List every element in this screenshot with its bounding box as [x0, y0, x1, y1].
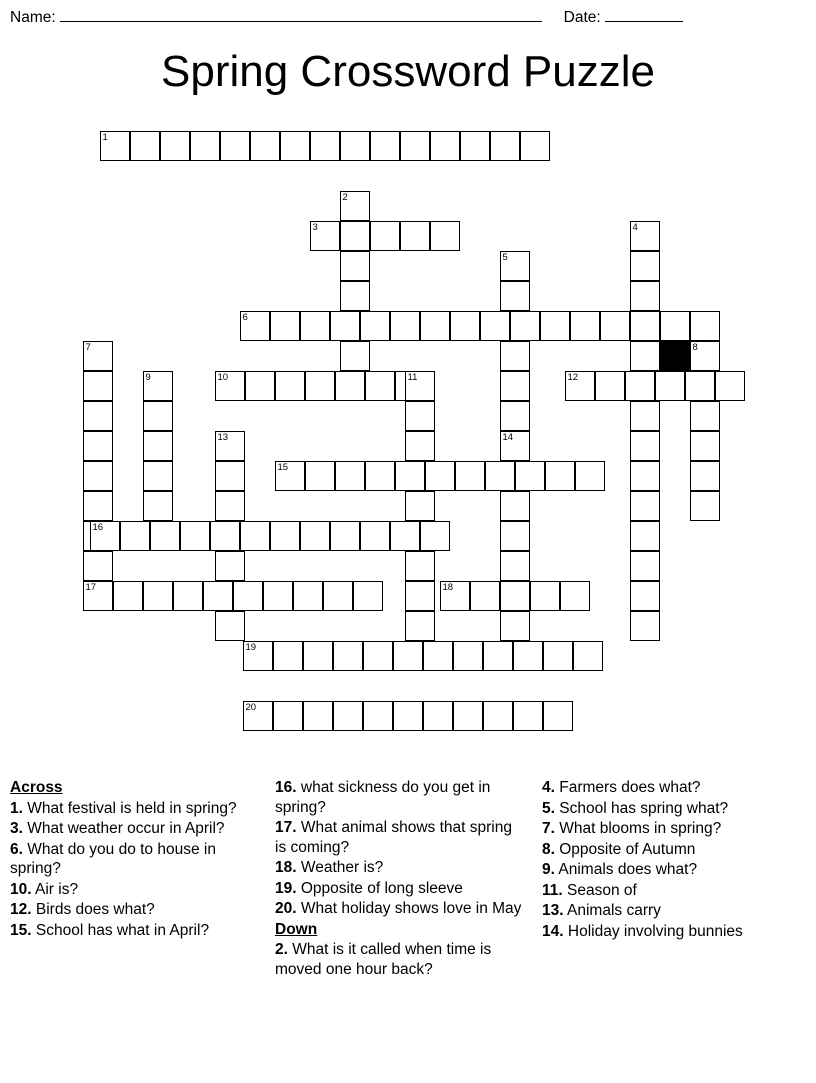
clue-down-7: [542, 819, 794, 839]
clue-number: 13.: [542, 902, 564, 919]
grid-cell[interactable]: [453, 701, 483, 731]
grid-cell[interactable]: [440, 581, 470, 611]
grid-cell[interactable]: [243, 641, 273, 671]
grid-cell-number: 7: [85, 342, 91, 353]
clue-number: 9.: [542, 861, 555, 878]
clue-across-6: [10, 840, 238, 879]
grid-cell[interactable]: [143, 431, 173, 461]
grid-cell[interactable]: [425, 461, 455, 491]
clue-text: Opposite of Autumn: [559, 840, 696, 858]
clue-number: 19.: [275, 879, 297, 897]
grid-cell[interactable]: [470, 581, 500, 611]
grid-cell[interactable]: [573, 641, 603, 671]
date-label: Date:: [563, 9, 601, 26]
grid-cell[interactable]: [353, 581, 383, 611]
clue-across-10: [10, 880, 238, 900]
grid-cell[interactable]: [480, 311, 510, 341]
grid-cell[interactable]: [570, 311, 600, 341]
grid-cell[interactable]: [215, 611, 245, 641]
grid-cell[interactable]: [275, 371, 305, 401]
clue-text: What holiday shows love in May: [300, 900, 522, 917]
clue-down-4: [542, 778, 794, 798]
clue-text: Animals carry: [567, 902, 661, 919]
grid-cell[interactable]: [143, 401, 173, 431]
grid-cell[interactable]: [405, 611, 435, 641]
clue-number: 7.: [542, 820, 555, 837]
grid-cell[interactable]: [630, 461, 660, 491]
grid-cell[interactable]: [310, 221, 340, 251]
grid-cell[interactable]: [83, 491, 113, 521]
grid-cell[interactable]: [203, 581, 233, 611]
grid-cell[interactable]: [655, 371, 685, 401]
clue-text: School has spring what?: [559, 799, 729, 817]
grid-cell[interactable]: [143, 581, 173, 611]
grid-cell[interactable]: [630, 341, 660, 371]
grid-cell[interactable]: [215, 431, 245, 461]
grid-cell[interactable]: [390, 311, 420, 341]
grid-cell[interactable]: [630, 401, 660, 431]
grid-cell[interactable]: [83, 371, 113, 401]
clue-text: Birds does what?: [35, 901, 155, 918]
clue-number: 5.: [542, 799, 555, 817]
clue-across-18: [275, 858, 525, 878]
grid-cell[interactable]: [483, 641, 513, 671]
clue-text: What is it called when time is moved one hour back?: [275, 941, 492, 978]
grid-cell[interactable]: [500, 491, 530, 521]
grid-cell-number: 5: [502, 252, 508, 263]
grid-cell[interactable]: [365, 371, 395, 401]
grid-cell[interactable]: [630, 431, 660, 461]
clue-number: 20.: [275, 900, 297, 917]
grid-cell[interactable]: [500, 431, 530, 461]
grid-cell[interactable]: [330, 521, 360, 551]
grid-cell-number: 8: [692, 342, 698, 353]
grid-cell[interactable]: [340, 191, 370, 221]
grid-cell-number: 10: [217, 372, 229, 383]
grid-cell[interactable]: [500, 521, 530, 551]
grid-cell[interactable]: [405, 371, 435, 401]
clue-number: 11.: [542, 881, 563, 899]
clue-text: What blooms in spring?: [559, 820, 722, 837]
grid-cell[interactable]: [423, 641, 453, 671]
grid-cell[interactable]: [500, 281, 530, 311]
grid-cell[interactable]: [363, 701, 393, 731]
grid-cell[interactable]: [210, 521, 240, 551]
grid-cell[interactable]: [335, 371, 365, 401]
grid-cell-number: 14: [502, 432, 514, 443]
grid-cell[interactable]: [630, 311, 660, 341]
clue-text: What do you do to house in spring?: [10, 840, 216, 877]
grid-cell[interactable]: [323, 581, 353, 611]
grid-cell[interactable]: [303, 641, 333, 671]
grid-cell[interactable]: [685, 371, 715, 401]
grid-cell[interactable]: [360, 311, 390, 341]
grid-cell-number: 17: [85, 582, 97, 593]
grid-cell-blocked: [660, 341, 690, 371]
clue-number: 12.: [10, 901, 32, 918]
grid-cell[interactable]: [120, 521, 150, 551]
grid-cell-number: 12: [567, 372, 579, 383]
grid-cell[interactable]: [453, 641, 483, 671]
grid-cell[interactable]: [690, 491, 720, 521]
grid-cell[interactable]: [513, 641, 543, 671]
grid-cell[interactable]: [630, 221, 660, 251]
grid-cell[interactable]: [370, 221, 400, 251]
clue-column-1: [10, 778, 238, 941]
grid-cell[interactable]: [690, 401, 720, 431]
clue-text: What weather occur in April?: [27, 820, 225, 837]
grid-cell[interactable]: [405, 491, 435, 521]
clue-number: 4.: [542, 779, 555, 796]
grid-cell[interactable]: [83, 461, 113, 491]
grid-cell[interactable]: [303, 701, 333, 731]
grid-cell[interactable]: [215, 491, 245, 521]
grid-cell-number: 18: [442, 582, 454, 593]
clue-down-14: [542, 922, 794, 942]
grid-cell[interactable]: [393, 701, 423, 731]
grid-cell[interactable]: [400, 221, 430, 251]
clue-number: 18.: [275, 859, 297, 876]
grid-cell[interactable]: [545, 461, 575, 491]
grid-cell[interactable]: [490, 131, 520, 161]
clue-text: Air is?: [35, 880, 79, 898]
clue-text: Farmers does what?: [559, 779, 701, 796]
clue-column-3: [542, 778, 794, 942]
grid-cell-number: 2: [342, 192, 348, 203]
grid-cell[interactable]: [690, 311, 720, 341]
grid-cell[interactable]: [543, 701, 573, 731]
grid-cell[interactable]: [220, 131, 250, 161]
grid-cell[interactable]: [273, 701, 303, 731]
clue-across-3: [10, 819, 238, 839]
grid-cell[interactable]: [100, 131, 130, 161]
grid-cell[interactable]: [450, 311, 480, 341]
grid-cell[interactable]: [83, 431, 113, 461]
grid-cell[interactable]: [333, 641, 363, 671]
grid-cell-number: 13: [217, 432, 229, 443]
grid-cell[interactable]: [630, 551, 660, 581]
grid-cell[interactable]: [405, 431, 435, 461]
grid-cell[interactable]: [715, 371, 745, 401]
grid-cell[interactable]: [340, 281, 370, 311]
grid-cell[interactable]: [250, 131, 280, 161]
grid-cell[interactable]: [243, 701, 273, 731]
grid-cell[interactable]: [513, 701, 543, 731]
grid-cell[interactable]: [430, 221, 460, 251]
clue-column-2: [275, 778, 525, 980]
clue-down-9: [542, 860, 794, 880]
grid-cell[interactable]: [150, 521, 180, 551]
grid-cell[interactable]: [270, 521, 300, 551]
grid-cell[interactable]: [515, 461, 545, 491]
clue-down-8: [542, 840, 794, 860]
name-label: Name:: [10, 9, 56, 26]
grid-cell[interactable]: [630, 281, 660, 311]
grid-cell[interactable]: [335, 461, 365, 491]
page-title: Spring Crossword Puzzle: [161, 47, 655, 96]
grid-cell[interactable]: [293, 581, 323, 611]
clue-down-5: [542, 799, 794, 819]
grid-cell[interactable]: [240, 311, 270, 341]
grid-cell[interactable]: [340, 221, 370, 251]
grid-cell[interactable]: [240, 521, 270, 551]
grid-cell[interactable]: [245, 371, 275, 401]
grid-cell[interactable]: [305, 461, 335, 491]
grid-cell[interactable]: [565, 371, 595, 401]
grid-cell-number: 19: [245, 642, 257, 653]
clue-text: Opposite of long sleeve: [300, 879, 463, 897]
grid-cell[interactable]: [143, 491, 173, 521]
grid-cell[interactable]: [500, 371, 530, 401]
across-heading: Across: [10, 779, 63, 796]
grid-cell[interactable]: [405, 551, 435, 581]
grid-cell-number: 3: [312, 222, 318, 233]
grid-cell[interactable]: [500, 611, 530, 641]
clue-down-13: [542, 901, 794, 921]
grid-cell[interactable]: [500, 551, 530, 581]
clue-across-1: [10, 799, 238, 819]
grid-cell[interactable]: [423, 701, 453, 731]
grid-cell[interactable]: [340, 131, 370, 161]
clue-text: what sickness do you get in spring?: [275, 779, 491, 816]
grid-cell[interactable]: [485, 461, 515, 491]
grid-cell[interactable]: [393, 641, 423, 671]
grid-cell[interactable]: [270, 311, 300, 341]
grid-cell[interactable]: [595, 371, 625, 401]
grid-cell-number: 6: [242, 312, 248, 323]
clue-number: 6.: [10, 840, 23, 858]
grid-cell[interactable]: [560, 581, 590, 611]
grid-cell[interactable]: [130, 131, 160, 161]
grid-cell[interactable]: [690, 461, 720, 491]
clue-text: What animal shows that spring is coming?: [275, 819, 512, 856]
grid-cell[interactable]: [215, 551, 245, 581]
grid-cell[interactable]: [543, 641, 573, 671]
clue-down-11: [542, 881, 794, 901]
grid-cell[interactable]: [83, 341, 113, 371]
grid-cell[interactable]: [390, 521, 420, 551]
grid-cell[interactable]: [300, 521, 330, 551]
clue-number: 1.: [10, 799, 23, 817]
grid-cell[interactable]: [173, 581, 203, 611]
grid-cell[interactable]: [190, 131, 220, 161]
clue-across-12: [10, 900, 238, 920]
grid-cell[interactable]: [83, 401, 113, 431]
grid-cell[interactable]: [630, 521, 660, 551]
grid-cell-number: 16: [92, 522, 104, 533]
grid-cell[interactable]: [500, 581, 530, 611]
grid-cell[interactable]: [360, 521, 390, 551]
clue-across-19: [275, 879, 525, 899]
grid-cell[interactable]: [483, 701, 513, 731]
clue-number: 15.: [10, 921, 32, 939]
grid-cell[interactable]: [630, 581, 660, 611]
grid-cell[interactable]: [630, 491, 660, 521]
grid-cell[interactable]: [160, 131, 190, 161]
grid-cell[interactable]: [460, 131, 490, 161]
grid-cell[interactable]: [113, 581, 143, 611]
grid-cell[interactable]: [363, 641, 393, 671]
grid-cell[interactable]: [330, 311, 360, 341]
grid-cell[interactable]: [625, 371, 655, 401]
grid-cell[interactable]: [340, 341, 370, 371]
grid-cell[interactable]: [660, 311, 690, 341]
grid-cell[interactable]: [233, 581, 263, 611]
clue-number: 14.: [542, 922, 564, 940]
clue-number: 16.: [275, 779, 297, 796]
grid-cell-number: 15: [277, 462, 289, 473]
clue-text: Holiday involving bunnies: [567, 922, 743, 940]
grid-cell[interactable]: [530, 581, 560, 611]
down-heading: Down: [275, 920, 318, 938]
grid-cell[interactable]: [275, 461, 305, 491]
grid-cell[interactable]: [500, 401, 530, 431]
grid-cell-number: 1: [102, 132, 108, 143]
grid-cell[interactable]: [395, 461, 425, 491]
grid-cell[interactable]: [333, 701, 363, 731]
clue-number: 2.: [275, 941, 288, 958]
grid-cell[interactable]: [455, 461, 485, 491]
grid-cell[interactable]: [83, 581, 113, 611]
grid-cell[interactable]: [420, 311, 450, 341]
grid-cell[interactable]: [575, 461, 605, 491]
grid-cell[interactable]: [215, 461, 245, 491]
grid-cell[interactable]: [500, 341, 530, 371]
grid-cell[interactable]: [143, 371, 173, 401]
clue-across-16: [275, 778, 525, 817]
clue-text: School has what in April?: [35, 921, 210, 939]
grid-cell[interactable]: [630, 251, 660, 281]
grid-cell[interactable]: [340, 251, 370, 281]
grid-cell[interactable]: [405, 581, 435, 611]
clue-number: 17.: [275, 819, 297, 836]
clue-number: 10.: [10, 880, 32, 898]
grid-cell[interactable]: [305, 371, 335, 401]
grid-cell[interactable]: [430, 131, 460, 161]
grid-cell[interactable]: [510, 311, 540, 341]
grid-cell[interactable]: [300, 311, 330, 341]
grid-cell[interactable]: [420, 521, 450, 551]
grid-cell[interactable]: [143, 461, 173, 491]
grid-cell-number: 20: [245, 702, 257, 713]
clue-number: 3.: [10, 820, 23, 837]
grid-cell-number: 11: [407, 372, 418, 383]
grid-cell[interactable]: [630, 611, 660, 641]
grid-cell-number: 9: [145, 372, 151, 383]
clue-across-20: [275, 899, 525, 919]
grid-cell[interactable]: [500, 251, 530, 281]
clue-across-15: [10, 921, 238, 941]
grid-cell[interactable]: [180, 521, 210, 551]
clue-text: Animals does what?: [558, 861, 698, 878]
grid-cell[interactable]: [365, 461, 395, 491]
grid-cell[interactable]: [370, 131, 400, 161]
clue-text: Season of: [567, 881, 637, 899]
grid-cell[interactable]: [520, 131, 550, 161]
grid-cell[interactable]: [690, 341, 720, 371]
clue-down-2: [275, 940, 525, 979]
grid-cell[interactable]: [215, 371, 245, 401]
clue-across-17: [275, 818, 525, 857]
grid-cell[interactable]: [263, 581, 293, 611]
grid-cell[interactable]: [280, 131, 310, 161]
clue-section: [10, 778, 806, 1078]
grid-cell[interactable]: [540, 311, 570, 341]
grid-cell[interactable]: [600, 311, 630, 341]
clue-text: What festival is held in spring?: [27, 799, 237, 817]
grid-cell[interactable]: [83, 551, 113, 581]
grid-cell[interactable]: [400, 131, 430, 161]
grid-cell[interactable]: [90, 521, 120, 551]
clue-number: 8.: [542, 840, 555, 858]
grid-cell[interactable]: [273, 641, 303, 671]
grid-cell-number: 4: [632, 222, 638, 233]
clue-text: Weather is?: [300, 859, 384, 876]
grid-cell[interactable]: [310, 131, 340, 161]
grid-cell[interactable]: [690, 431, 720, 461]
grid-cell[interactable]: [405, 401, 435, 431]
